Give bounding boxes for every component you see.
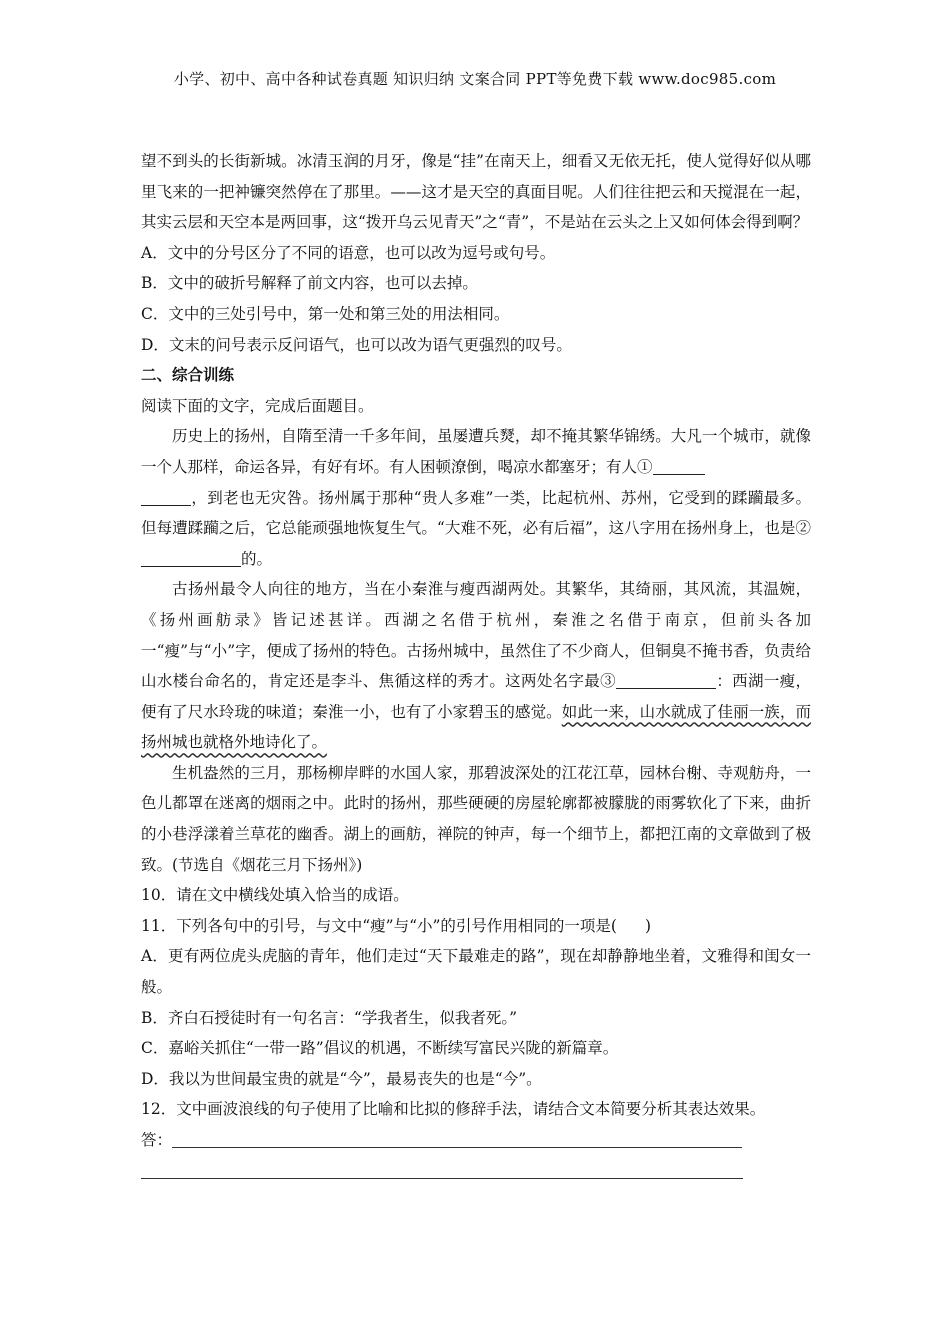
q9-option-c: C．文中的三处引号中，第一处和第三处的用法相同。 — [141, 304, 510, 323]
answer-area-line-2 — [141, 1156, 811, 1187]
passage-p2-part-a: 古扬州最令人向往的地方，当在小秦淮与瘦西湖两处。其繁华，其绮丽，其风流，其温婉，《扬州画舫录》皆记述甚详。西湖之名借于杭州，秦淮之名借于南京，但前头各加一“瘦”与“小”字，便成了扬州的特色。古扬州城中，虽然住了不少商人，但铜臭不掩书香，负责给山水楼台命名的，肯定还是李斗、焦循这样的秀才。这两处名字最③ — [141, 580, 811, 691]
q9-option-d: D．文末的问号表示反问语气，也可以改为语气更强烈的叹号。 — [141, 335, 572, 354]
q9-option-a: A．文中的分号区分了不同的语意，也可以改为逗号或句号。 — [141, 243, 556, 262]
page-content — [141, 146, 811, 1186]
question-11-stem: 11．下列各句中的引号，与文中“瘦”与“小”的引号作用相同的一项是( — [141, 916, 617, 935]
q11-option-c: C．嘉峪关抓住“一带一路”倡议的机遇，不断续写富民兴陇的新篇章。 — [141, 1039, 619, 1058]
passage-paragraph-3: 生机盎然的三月，那杨柳岸畔的水国人家，那碧波深处的江花江草，园林台榭、寺观舫舟，一色儿都罩在迷离的烟雨之中。此时的扬州，那些硬硬的房屋轮廓都被朦胧的雨雾软化了下来，曲折的小巷浮漾着兰草花的幽香。湖上的画舫，禅院的钟声，每一个细节上，都把江南的文章做到了极致。(节选自《烟花三月下扬州》) — [141, 763, 811, 874]
question-10: 10．请在文中横线处填入恰当的成语。 — [141, 886, 409, 905]
q9-passage: 望不到头的长街新城。冰清玉润的月牙，像是“挂”在南天上，细看又无依无托，使人觉得好似从哪里飞来的一把衶镰突然停在了那里。——这才是天空的真面目呢。人们往往把云和天搅混在一起，其实云层和天空本是两回事，这“拨开乌云见青天”之“青”，不是站在云头之上又如何体会得到啊？ — [141, 152, 811, 232]
q11-option-b: B．齐白石授徒时有一句名言：“学我者生，似我者死。” — [141, 1008, 517, 1027]
blank-1-line-b[interactable] — [141, 487, 191, 506]
passage-paragraph-2 — [141, 574, 811, 758]
section-title: 二、综合训练 — [141, 365, 235, 385]
passage-p2-part-b: ：西湖一瘦，便有了尺水玲珑的味道；秦淮一小，也有了小家碧玉的感觉。 — [141, 672, 811, 721]
question-12: 12．文中画波浪线的句子使用了比喻和比拟的修辞手法，请结合文本简要分析其表达效果。 — [141, 1100, 766, 1119]
answer-line-1[interactable] — [172, 1129, 742, 1148]
passage-paragraph-1 — [141, 421, 811, 574]
passage-p1-part-a: 历史上的扬州，自隋至清一千多年间，虽屡遭兵燹，却不掩其繁华锦绣。大凡一个城市，就像一个人那样，命运各异，有好有坏。有人困顿潦倒，喝凉水都塞牙；有人① — [141, 427, 811, 476]
reading-instruction: 阅读下面的文字，完成后面题目。 — [141, 396, 374, 415]
passage-p1-part-c: 的。 — [241, 549, 273, 568]
passage-p1-part-b: ，到老也无灾咎。扬州属于那种“贵人多难”一类，比起杭州、苏州，它受到的蹂躏最多。但每遭蹂躏之后，它总能顽强地恢复生气。“大难不死，必有后福”，这八字用在扬州身上，也是② — [141, 488, 811, 538]
q11-option-a: A．更有两位虎头虎脑的青年，他们走过“天下最难走的路”，现在却静静地坐着，文雅得和闺女一般。 — [141, 947, 811, 997]
answer-label: 答： — [141, 1131, 173, 1149]
question-11-close-paren: ) — [644, 916, 652, 935]
page-header: 小学、初中、高中各种试卷真题 知识归纳 文案合同 PPT等免费下载 www.doc985.com — [173, 70, 777, 88]
q9-option-b: B．文中的破折号解释了前文内容，也可以去掉。 — [141, 274, 478, 293]
blank-3[interactable] — [616, 670, 716, 689]
wavy-underlined-sentence: 如此一来，山水就成了佳丽一族，而扬州城也就格外地诗化了。 — [141, 702, 811, 752]
answer-line-2[interactable] — [141, 1160, 743, 1179]
question-11 — [141, 911, 811, 942]
q11-option-d: D．我以为世间最宝贵的就是“今”，最易丧失的也是“今”。 — [141, 1069, 542, 1088]
answer-area — [141, 1125, 811, 1156]
blank-2[interactable] — [141, 548, 241, 567]
blank-1-line-a[interactable] — [653, 456, 705, 475]
